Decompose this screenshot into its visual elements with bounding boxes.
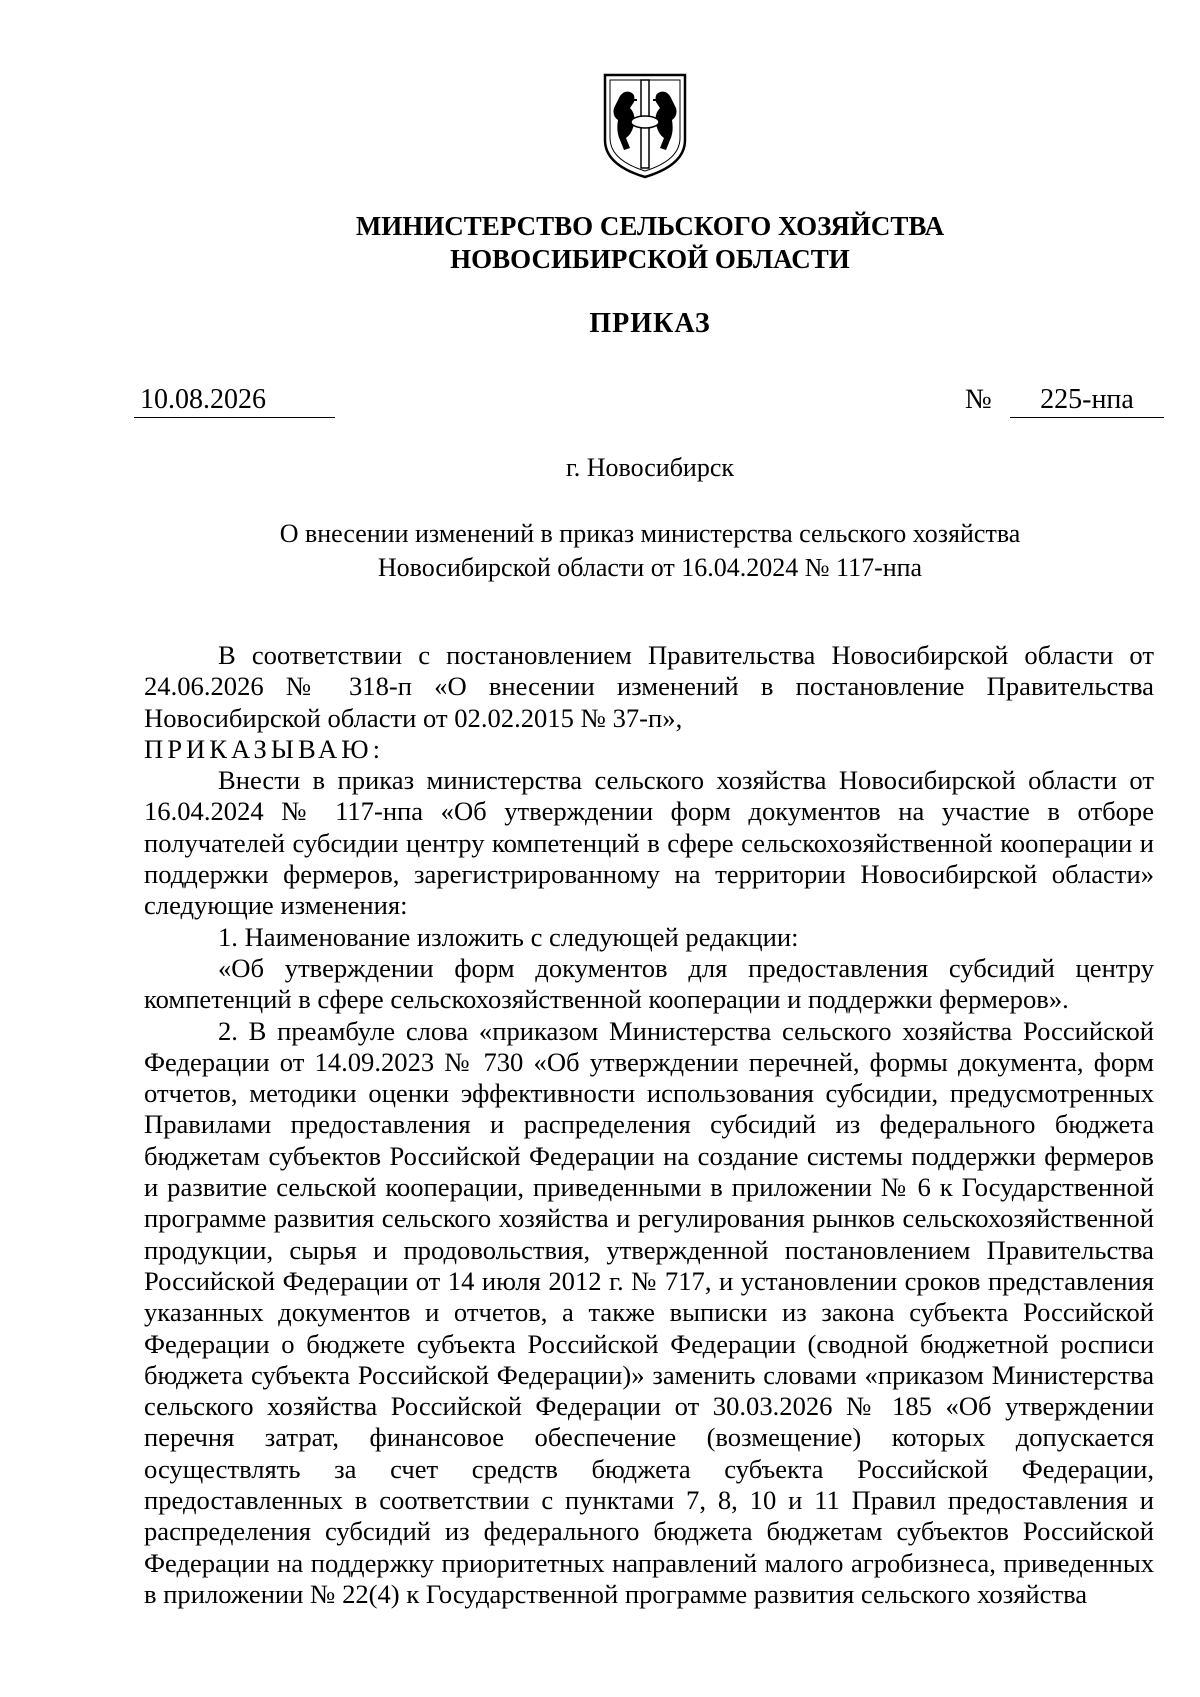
paragraph-item-2: 2. В преамбуле слова «приказом Министерства сельского хозяйства Российской Федерации от 14.09.2023 № 730 «Об утверждении перечней, формы документа, форм отчетов, методики оценки эффективности использования субсидии, предусмотренных Правилами предоставления и распределения субсидий из федерального бюджета бюджетам субъектов Российской Федерации на создание системы поддержки фермеров и развитие сельской кооперации, приведенными в приложении № 6 к Государственной программе развития сельского хозяйства и регулирования рынков сельскохозяйственной продукции, сырья и продовольствия, утвержденной постановлением Правительства Российской Федерации от 14 июля 2012 г. № 717, и установлении сроков представления указанных документов и отчетов, а также выписки из закона субъекта Российской Федерации о бюджете субъекта Российской Федерации (сводной бюджетной росписи бюджета субъекта Российской Федерации)» заменить словами «приказом Министерства сельского хозяйства Российской Федерации от 30.03.2026 № 185 «Об утверждении перечня затрат, финансовое обеспечение (возмещение) которых допускается осуществлять за счет средств бюджета субъекта Российской Федерации, предоставленных в соответствии с пунктами 7, 8, 10 и 11 Правил предоставления и распределения субсидий из федерального бюджета бюджетам субъектов Российской Федерации на поддержку приоритетных направлений малого агробизнеса, приведенных в приложении № 22(4) к Государственной программе развития сельского хозяйства <box>144 1015 1154 1609</box>
order-subject <box>0 517 1200 585</box>
subject-line-2: Новосибирской области от 16.04.2024 № 117-нпа <box>377 553 923 582</box>
document-type: ПРИКАЗ <box>589 308 711 339</box>
ministry-line-2: НОВОСИБИРСКОЙ ОБЛАСТИ <box>450 244 850 274</box>
subject-line-1: О внесении изменений в приказ министерства сельского хозяйства <box>279 519 1021 548</box>
document-body <box>144 640 1154 1610</box>
city: г. Новосибирск <box>565 453 735 482</box>
paragraph-amend-intro: Внести в приказ министерства сельского хозяйства Новосибирской области от 16.04.2024 № 117-нпа «Об утверждении форм документов на участие в отборе получателей субсидии центру компетенций в сфере сельскохозяйственной кооперации и поддержки фермеров, зарегистрированному на территории Новосибирской области» следующие изменения: <box>144 765 1154 921</box>
paragraph-preamble: В соответствии с постановлением Правительства Новосибирской области от 24.06.2026 № 318-п «О внесении изменений в постановление Правительства Новосибирской области от 02.02.2015 № 37-п», <box>144 640 1154 733</box>
paragraph-item-1: 1. Наименование изложить с следующей редакции: <box>218 921 799 952</box>
ministry-name <box>0 210 1200 276</box>
number-sign: № <box>965 384 992 415</box>
coat-of-arms-emblem <box>600 70 690 180</box>
order-number: 225-нпа <box>1010 383 1164 418</box>
ministry-line-1: МИНИСТЕРСТВО СЕЛЬСКОГО ХОЗЯЙСТВА <box>355 211 945 241</box>
order-date: 10.08.2026 <box>134 383 335 418</box>
paragraph-item-1-text: «Об утверждении форм документов для предоставления субсидий центру компетенций в сфере сельскохозяйственной кооперации и поддержки фермеров». <box>144 952 1154 1015</box>
paragraph-order-word: ПРИКАЗЫВАЮ: <box>144 733 384 764</box>
